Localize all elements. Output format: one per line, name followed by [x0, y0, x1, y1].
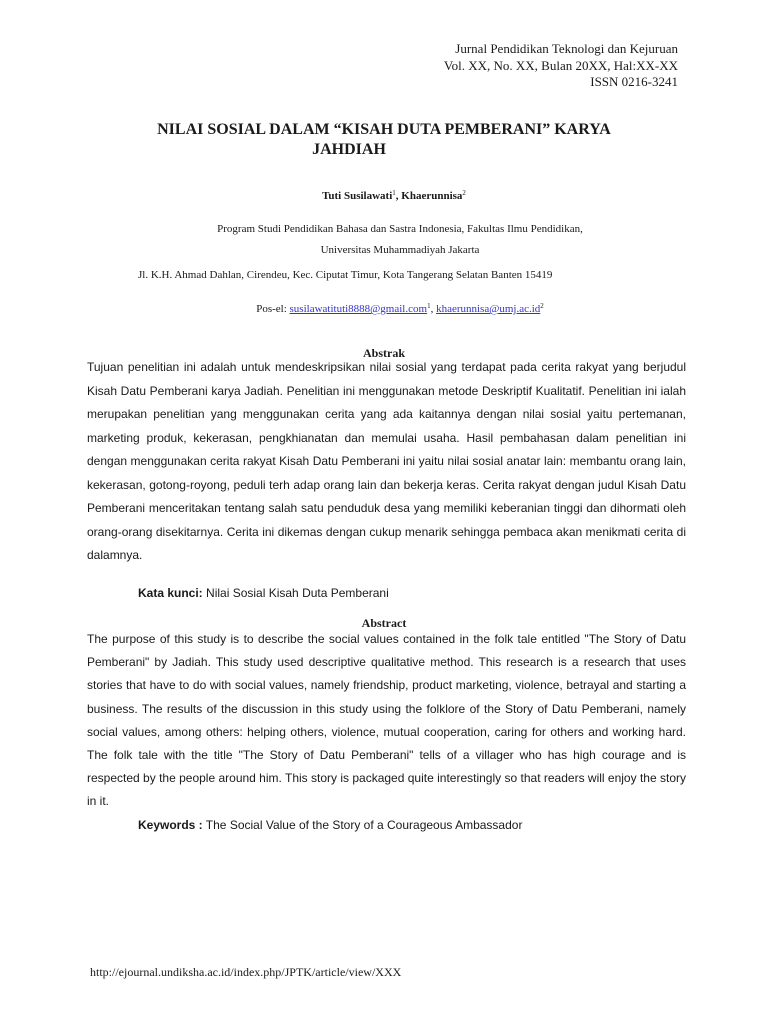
affiliation — [0, 219, 768, 261]
author-affiliation-mark: 2 — [462, 189, 466, 197]
affiliation-line: Universitas Muhammadiyah Jakarta — [320, 244, 480, 256]
abstract-text: The purpose of this study is to describe the social values contained in the folk tale entitled "The Story of Datu Pemberani" by Jadiah. This study used descriptive qualitative method. This research is a research that uses stories that have to do with social values, namely friendship, product marketing, violence, betrayal and starting a business. The results of the discussion in this study using the folklore of the Story of Datu Pemberani, namely social values, among others: helping others, violence, mutual cooperation, caring for others and working hard. The folk tale with the title "The Story of Datu Pemberani" tells of a villager who has high courage and is respected by the people around him. This story is packaged quite interestingly so that readers will enjoy the story in it. — [87, 632, 686, 809]
affiliation-line: Program Studi Pendidikan Bahasa dan Sastra Indonesia, Fakultas Ilmu Pendidikan, — [217, 223, 583, 235]
abstrak-text: Tujuan penelitian ini adalah untuk mendeskripsikan nilai sosial yang terdapat pada cerita rakyat yang berjudul Kisah Datu Pemberani karya Jadiah. Penelitian ini menggunakan metode Deskriptif Kualitatif. Penelitian ini ialah merupakan penelitian yang menggunakan cerita yang ada kaitannya dengan nilai sosial yaitu pertemanan, marketing produk, kekerasan, pengkhianatan dan memulai usaha. Hasil pembahasan dalam penelitian ini dengan menggunakan cerita rakyat Kisah Datu Pemberani ini yaitu nilai sosial anatar lain: membantu orang lain, kekerasan, gotong-royong, peduli terh adap orang lain dan bekerja keras. Cerita rakyat dengan judul Kisah Datu Pemberani menceritakan tentang salah satu penduduk desa yang memiliki keberanian tinggi dan dihormati oleh orang-orang disekitarnya. Cerita ini dikemas dengan cukup menarik sehingga pembaca akan menikmati cerita di dalamnya. — [87, 360, 686, 562]
email-separator: , — [430, 303, 437, 315]
author-affiliation-mark: 1 — [392, 189, 396, 197]
email-mark: 2 — [540, 302, 544, 310]
journal-issn: ISSN 0216-3241 — [590, 74, 678, 89]
author-separator: , — [395, 190, 402, 202]
title-line-1: NILAI SOSIAL DALAM “KISAH DUTA PEMBERANI” KARYA — [157, 121, 611, 138]
author-name: Khaerunnisa — [401, 190, 463, 202]
kata-kunci — [138, 586, 389, 600]
abstract-heading: Abstract — [361, 616, 407, 630]
title-line-2: JAHDIAH — [312, 141, 386, 158]
author-list — [0, 190, 768, 202]
journal-volume: Vol. XX, No. XX, Bulan 20XX, Hal:XX-XX — [443, 57, 678, 73]
address: Jl. K.H. Ahmad Dahlan, Cirendeu, Kec. Ciputat Timur, Kota Tangerang Selatan Banten 15419 — [138, 269, 553, 281]
keywords-text: The Social Value of the Story of a Courageous Ambassador — [202, 818, 523, 832]
kata-kunci-text: Nilai Sosial Kisah Duta Pemberani — [202, 586, 389, 600]
kata-kunci-label: Kata kunci: — [138, 586, 203, 600]
email-label: Pos-el: — [256, 303, 290, 315]
email-link-2[interactable]: khaerunnisa@umj.ac.id — [436, 303, 541, 315]
journal-header — [444, 41, 678, 91]
keywords — [138, 818, 522, 832]
paper-title — [0, 120, 768, 160]
keywords-label: Keywords : — [138, 818, 203, 832]
email-line — [0, 303, 768, 315]
email-link-1[interactable]: susilawatituti8888@gmail.com — [289, 303, 428, 315]
email-mark: 1 — [427, 302, 431, 310]
abstrak-heading: Abstrak — [362, 346, 405, 360]
footer-url: http://ejournal.undiksha.ac.id/index.php/JPTK/article/view/XXX — [90, 965, 402, 979]
journal-name: Jurnal Pendidikan Teknologi dan Kejuruan — [455, 41, 678, 56]
author-name: Tuti Susilawati — [322, 190, 393, 202]
